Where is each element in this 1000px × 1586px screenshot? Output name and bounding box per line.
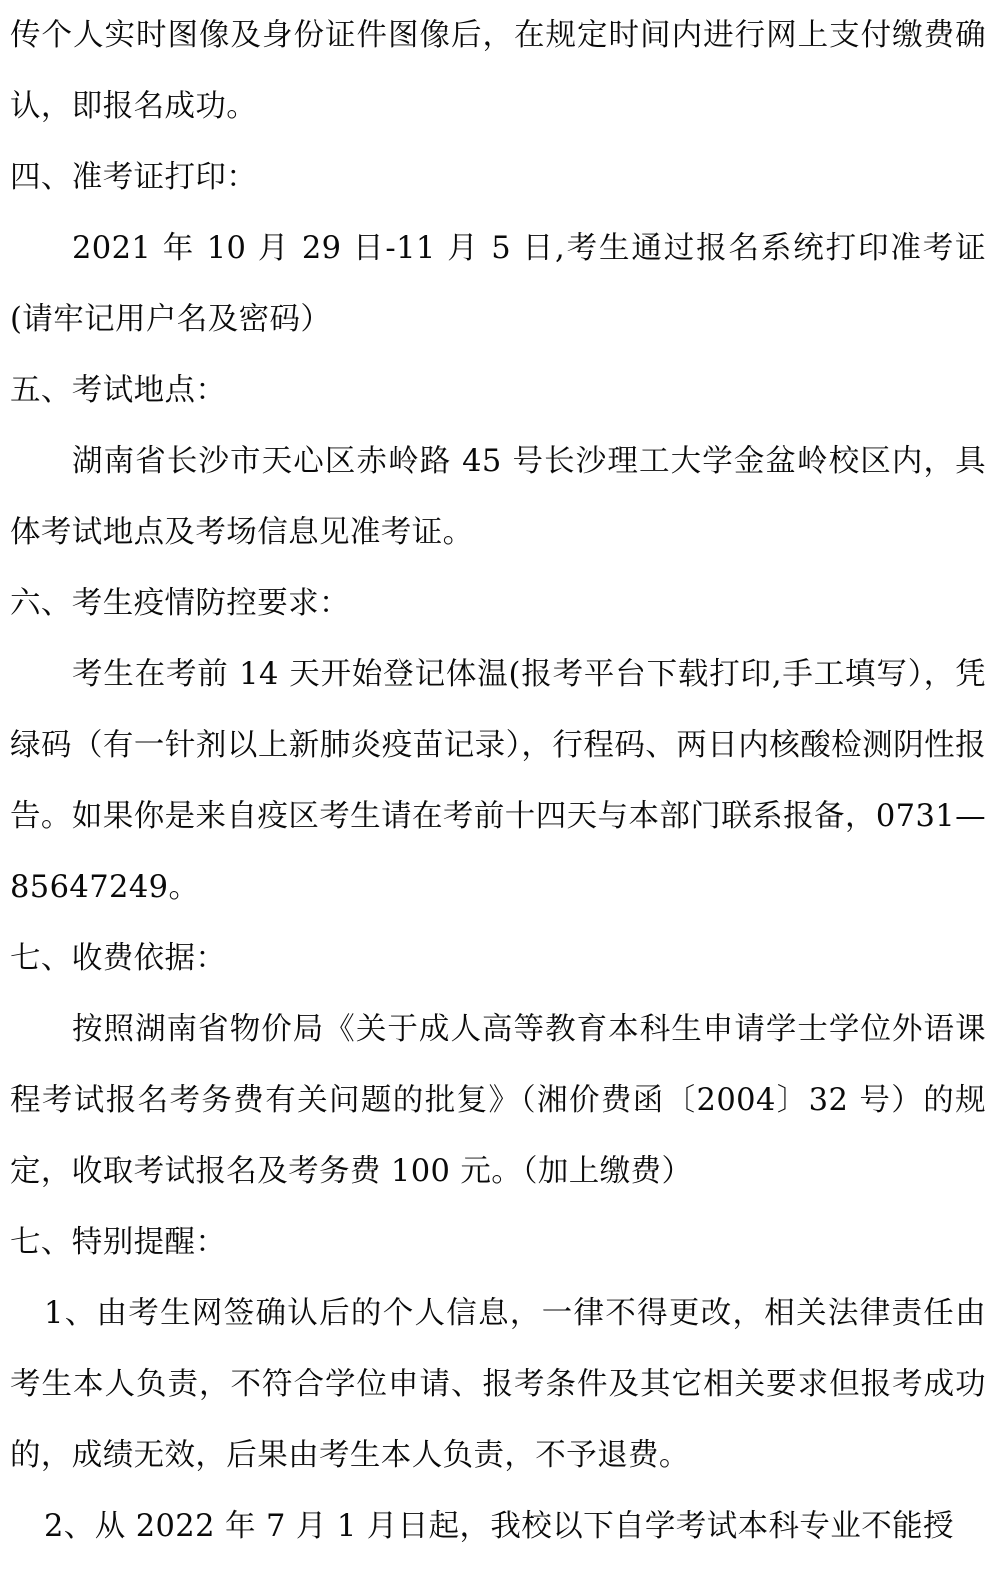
paragraph-epidemic-prevention: 考生在考前 14 天开始登记体温(报考平台下载打印,手工填写），凭绿码（有一针剂以上新肺炎疫苗记录），行程码、两日内核酸检测阴性报告。如果你是来自疫区考生请在考前十四天与本部门联系报备，0731—85647249。 [10, 657, 986, 905]
paragraph-reminder-item-2: 2、从 2022 年 7 月 1 月日起，我校以下自学考试本科专业不能授 [44, 1509, 954, 1544]
section-heading-seven-reminder: 七、特别提醒： [10, 1225, 227, 1260]
paragraph-continued: 传个人实时图像及身份证件图像后，在规定时间内进行网上支付缴费确认，即报名成功。 [10, 18, 986, 124]
document-body [10, 0, 986, 1562]
paragraph-fee-basis: 按照湖南省物价局《关于成人高等教育本科生申请学士学位外语课程考试报名考务费有关问题的批复》（湘价费函〔2004〕32 号）的规定，收取考试报名及考务费 100 元。（加上缴费） [10, 1012, 986, 1189]
paragraph-exam-location: 湖南省长沙市天心区赤岭路 45 号长沙理工大学金盆岭校区内，具体考试地点及考场信息见准考证。 [10, 444, 986, 550]
section-heading-six: 六、考生疫情防控要求： [10, 586, 350, 621]
section-heading-five: 五、考试地点： [10, 373, 227, 408]
section-heading-seven-fees: 七、收费依据： [10, 941, 227, 976]
section-heading-four: 四、准考证打印： [10, 160, 258, 195]
paragraph-reminder-item-1: 1、由考生网签确认后的个人信息，一律不得更改，相关法律责任由考生本人负责，不符合学位申请、报考条件及其它相关要求但报考成功的，成绩无效，后果由考生本人负责，不予退费。 [10, 1296, 986, 1473]
paragraph-admission-ticket-printing: 2021 年 10 月 29 日-11 月 5 日,考生通过报名系统打印准考证(请牢记用户名及密码） [10, 231, 986, 337]
